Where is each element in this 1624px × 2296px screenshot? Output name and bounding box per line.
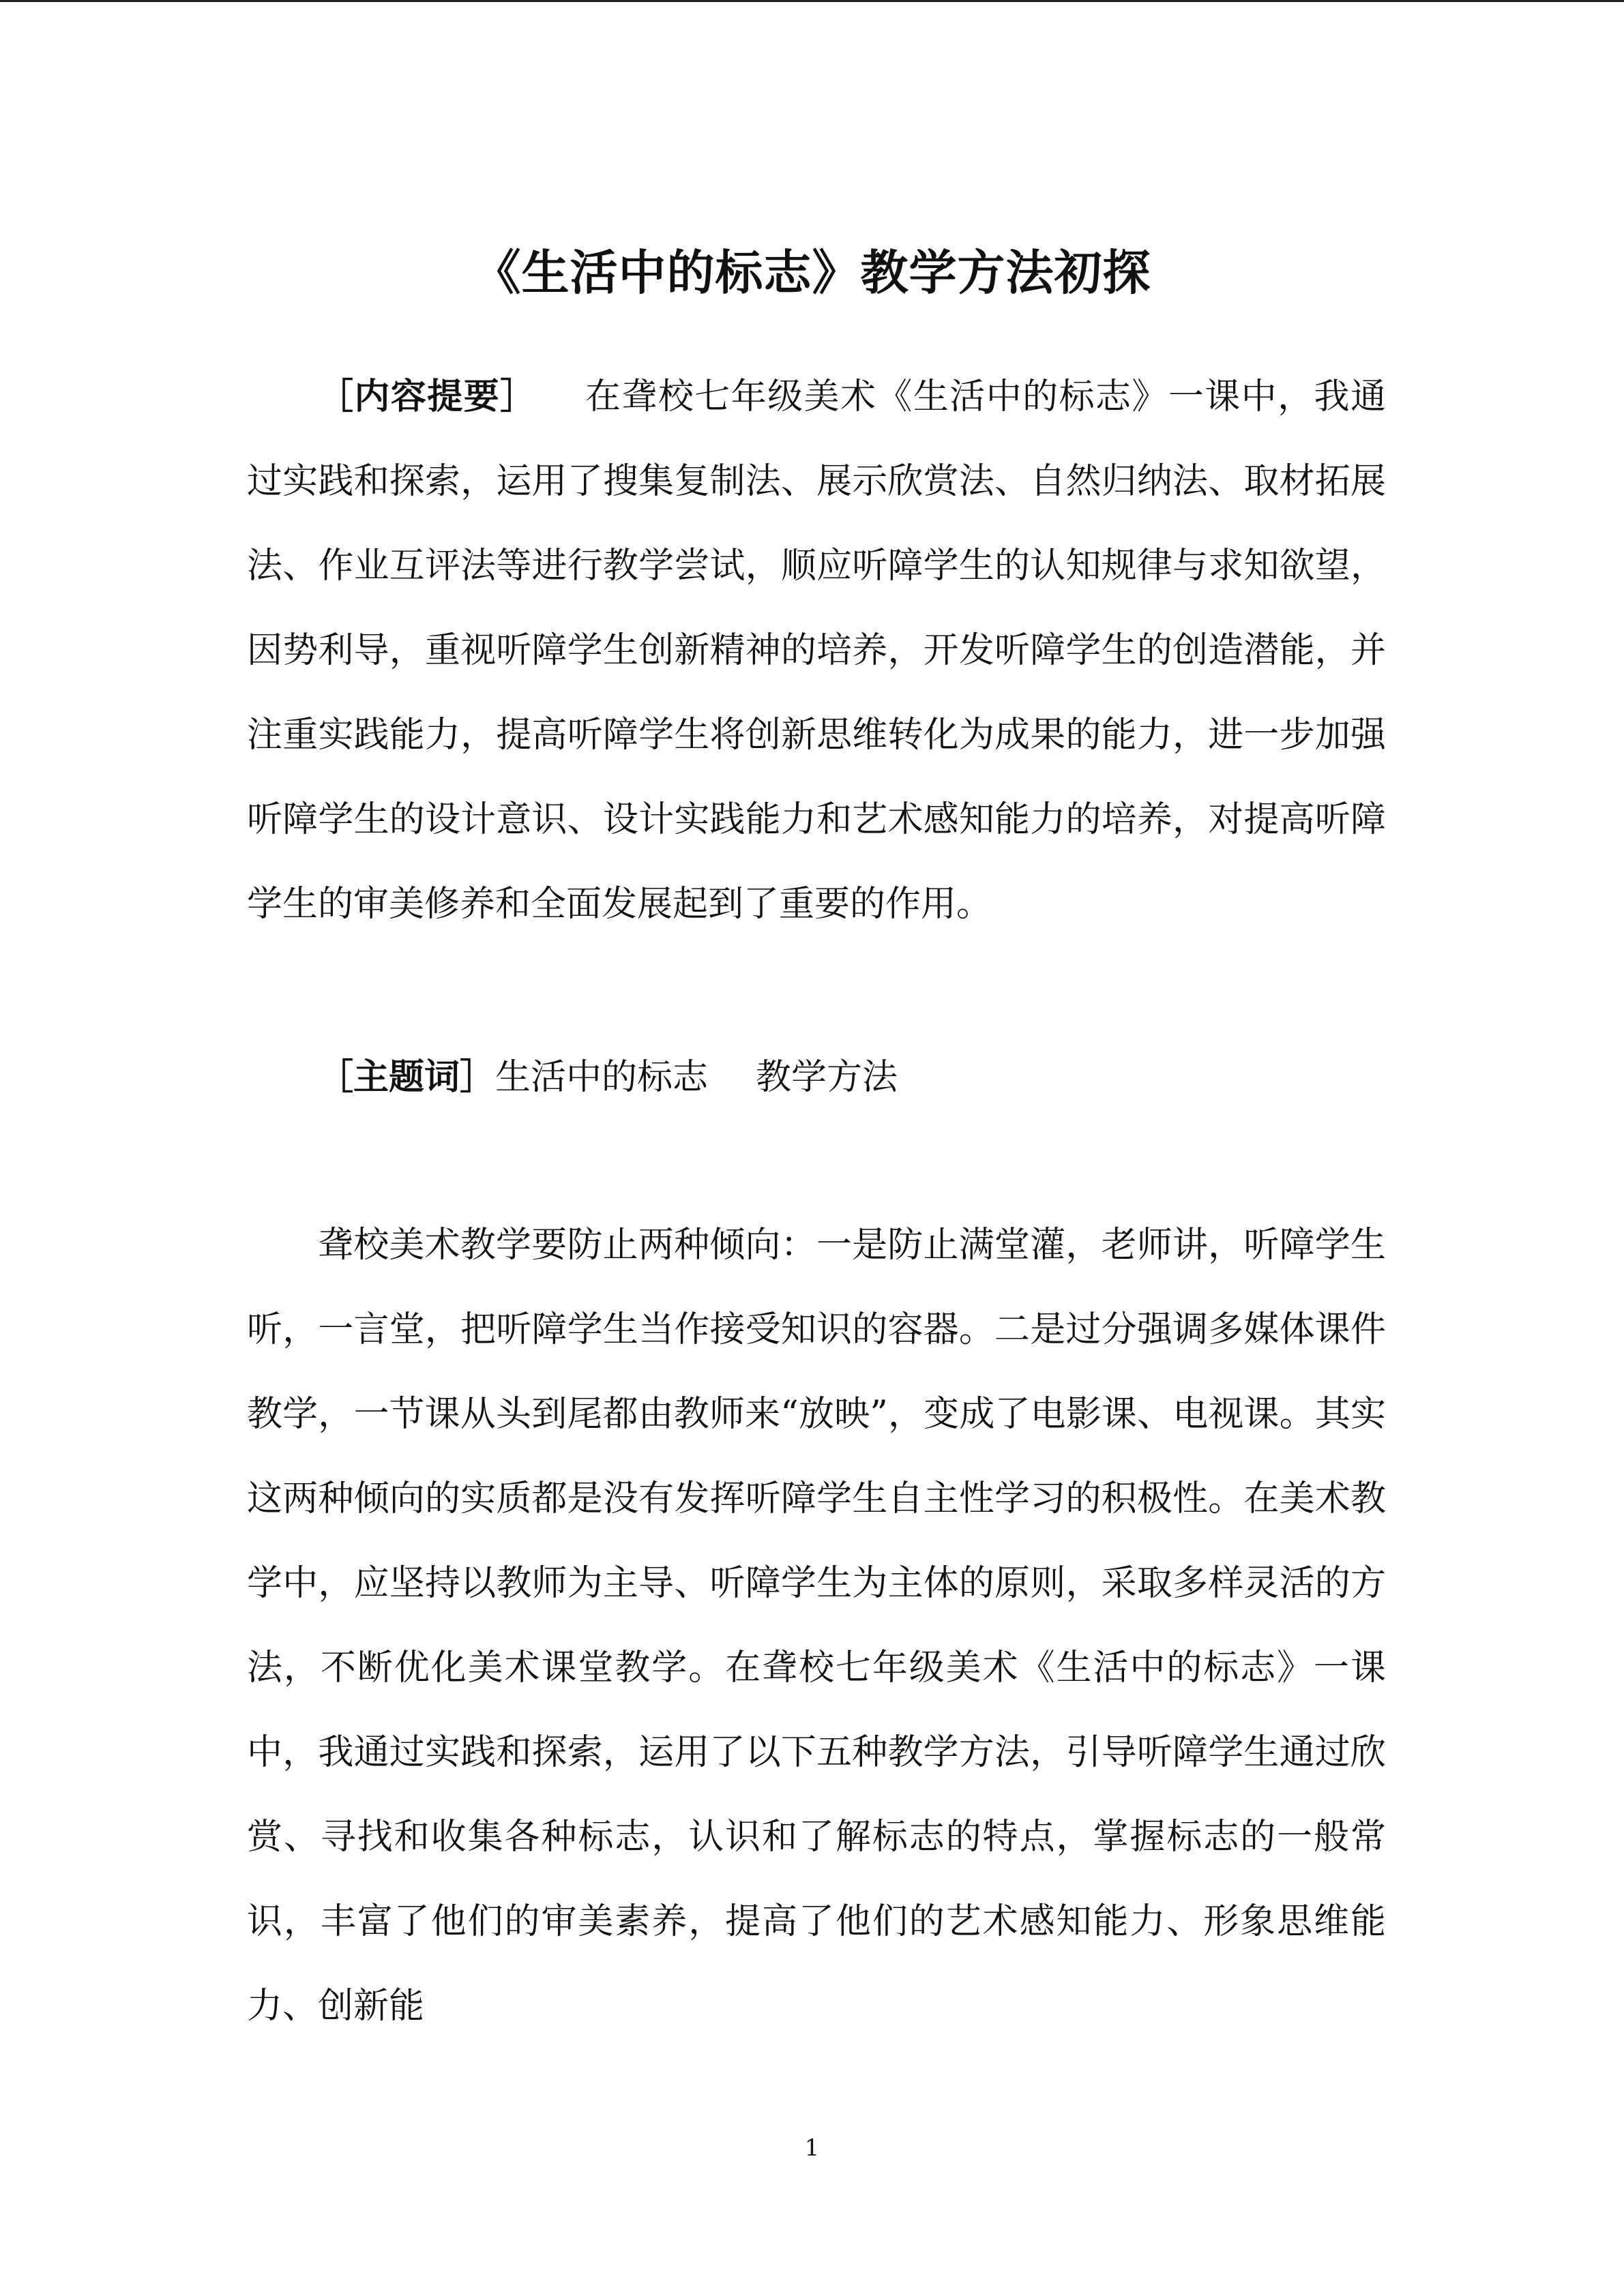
keyword-item: 教学方法 — [756, 1057, 898, 1098]
keywords-label: ［主题词］ — [318, 1057, 496, 1098]
page-number: 1 — [804, 2134, 820, 2162]
keyword-item: 生活中的标志 — [495, 1057, 709, 1098]
abstract-label: ［内容提要］ — [318, 376, 537, 417]
keywords-paragraph — [247, 1035, 1386, 1120]
document-title: 《生活中的标志》教学方法初探 — [473, 244, 1151, 301]
body-paragraph: 聋校美术教学要防止两种倾向：一是防止满堂灌，老师讲，听障学生听，一言堂，把听障学生当作接受知识的容器。二是过分强调多媒体课件教学，一节课从头到尾都由教师来“放映”，变成了电影课、电视课。其实这两种倾向的实质都是没有发挥听障学生自主性学习的积极性。在美术教学中，应坚持以教师为主导、听障学生为主体的原则，采取多样灵活的方法，不断优化美术课堂教学。在聋校七年级美术《生活中的标志》一课中，我通过实践和探索，运用了以下五种教学方法，引导听障学生通过欣赏、寻找和收集各种标志，认识和了解标志的特点，掌握标志的一般常识，丰富了他们的审美素养，提高了他们的艺术感知能力、形象思维能力、创新能 — [247, 1225, 1386, 2027]
abstract-paragraph — [247, 355, 1386, 946]
abstract-text: 在聋校七年级美术《生活中的标志》一课中，我通过实践和探索，运用了搜集复制法、展示欣赏法、自然归纳法、取材拓展法、作业互评法等进行教学尝试，顺应听障学生的认知规律与求知欲望，因势利导，重视听障学生创新精神的培养，开发听障学生的创造潜能，并注重实践能力，提高听障学生将创新思维转化为成果的能力，进一步加强听障学生的设计意识、设计实践能力和艺术感知能力的培养，对提高听障学生的审美修养和全面发展起到了重要的作用。 — [247, 376, 1386, 925]
